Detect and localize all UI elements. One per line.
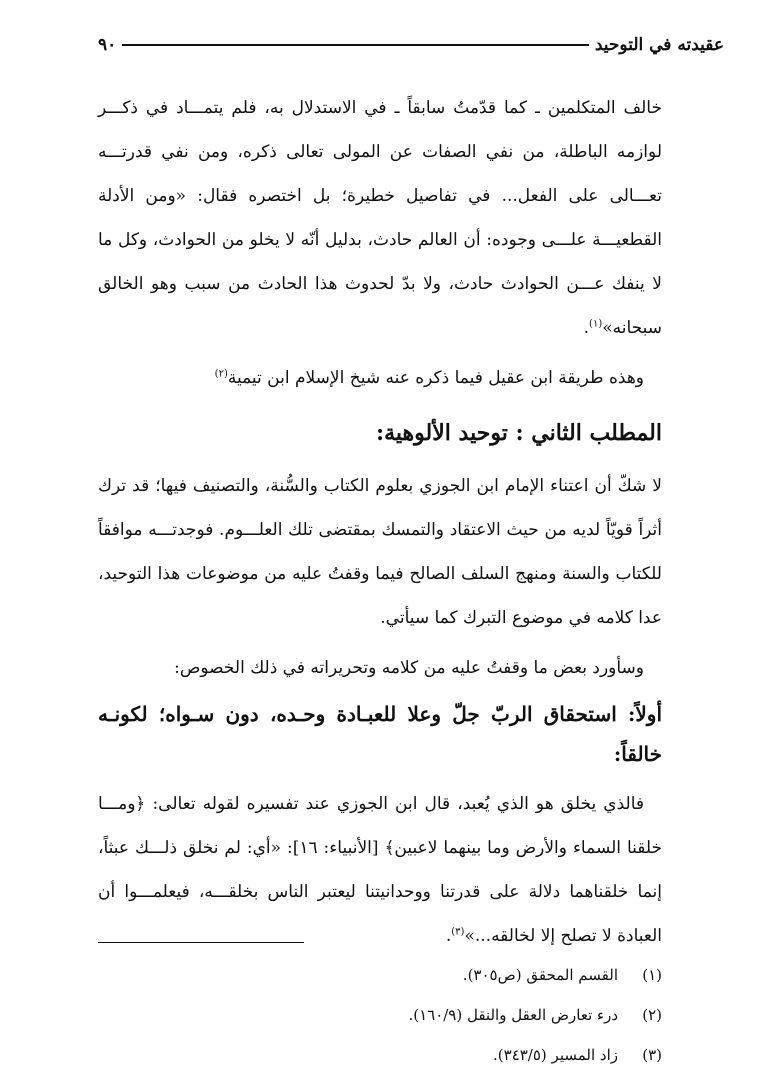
subsection-heading: أولاً: استحقاق الربّ جلّ وعلا للعبـادة وحـده، دون سـواه؛ لكونـه خالقاً: <box>98 702 662 766</box>
main-text <box>98 86 662 958</box>
footnotes <box>98 942 662 1075</box>
footnote-ref-1: (١) <box>589 318 603 330</box>
footnote-text: درء تعارض العقل والنقل (١٦٠/٩). <box>408 1006 618 1024</box>
header-rule <box>122 44 589 46</box>
section-heading: المطلب الثاني : توحيد الألوهية: <box>376 420 662 446</box>
footnote-separator <box>98 942 304 943</box>
paragraph-3: لا شكّ أن اعتناء الإمام ابن الجوزي بعلوم الكتاب والسُّنة، والتصنيف فيها؛ قد ترك أثراً قويّاً لديه من حيث الاعتقاد والتمسك بمقتضى تلك العلـــوم. فوجدتـــه موافقاً للكتاب والسنة ومنهج السلف الصالح فيما وقفتُ عليه من موضوعات هذا التوحيد، عدا كلامه في موضوع التبرك كما سيأتي. <box>98 476 662 628</box>
footnote-item <box>98 955 662 995</box>
paragraph-2-text: وهذه طريقة ابن عقيل فيما ذكره عنه شيخ الإسلام ابن تيمية <box>227 368 644 388</box>
paragraph-5 <box>98 782 662 958</box>
footnote-text: زاد المسير (٣٤٣/٥). <box>493 1046 618 1064</box>
footnote-ref-2: (٢) <box>214 368 228 380</box>
paragraph-2 <box>98 356 662 400</box>
running-header <box>98 32 724 58</box>
footnote-list <box>98 955 662 1075</box>
paragraph-5-text: فالذي يخلق هو الذي يُعبد، قال ابن الجوزي عند تفسيره لقوله تعالى: ﴿ومـــا خلقنا السماء والأرض وما بينهما لاعبين﴾ [الأنبياء: ١٦]: «أي: لم نخلق ذلـــك عبثاً، إنما خلقناهما دلالة على قدرتنا ووحدانيتنا ليعتبر الناس بخلقـــه، فيعلمـــوا أن العبادة لا تصلح إلا لخالقه...» <box>98 794 662 946</box>
footnote-number: (٣) <box>642 1046 662 1064</box>
footnote-item <box>98 995 662 1035</box>
footnote-ref-3: (٣) <box>451 926 465 938</box>
paragraph-1-text: خالف المتكلمين ـ كما قدّمتُ سابقاً ـ في الاستدلال به، فلم يتمـــاد في ذكـــر لوازمه الباطلة، من نفي الصفات عن المولى تعالى ذكره، ومن نفي قدرتـــه تعـــالى على الفعل... في تفاصيل خطيرة؛ بل اختصره فقال: «ومن الأدلة القطعيـــة علـــى وجوده: أن العالم حادث، بدليل أنّه لا يخلو من الحوادث، وكل ما لا ينفك عـــن الحوادث حادث، ولا بدّ لحدوث هذا الحادث من سبب وهو الخالق سبحانه» <box>98 98 662 338</box>
paragraph-1 <box>98 86 662 350</box>
paragraph-5-end: . <box>445 926 452 946</box>
footnote-number: (١) <box>642 966 662 984</box>
footnote-number: (٢) <box>642 1006 662 1024</box>
paragraph-4: وسأورد بعض ما وقفتُ عليه من كلامه وتحريراته في ذلك الخصوص: <box>174 658 644 678</box>
footnote-text: القسم المحقق (ص٣٠٥). <box>462 966 618 984</box>
header-title: عقيدته في التوحيد <box>594 35 724 55</box>
paragraph-1-end: . <box>583 318 590 338</box>
footnote-item <box>98 1035 662 1075</box>
page-number: ٩٠ <box>98 35 117 55</box>
